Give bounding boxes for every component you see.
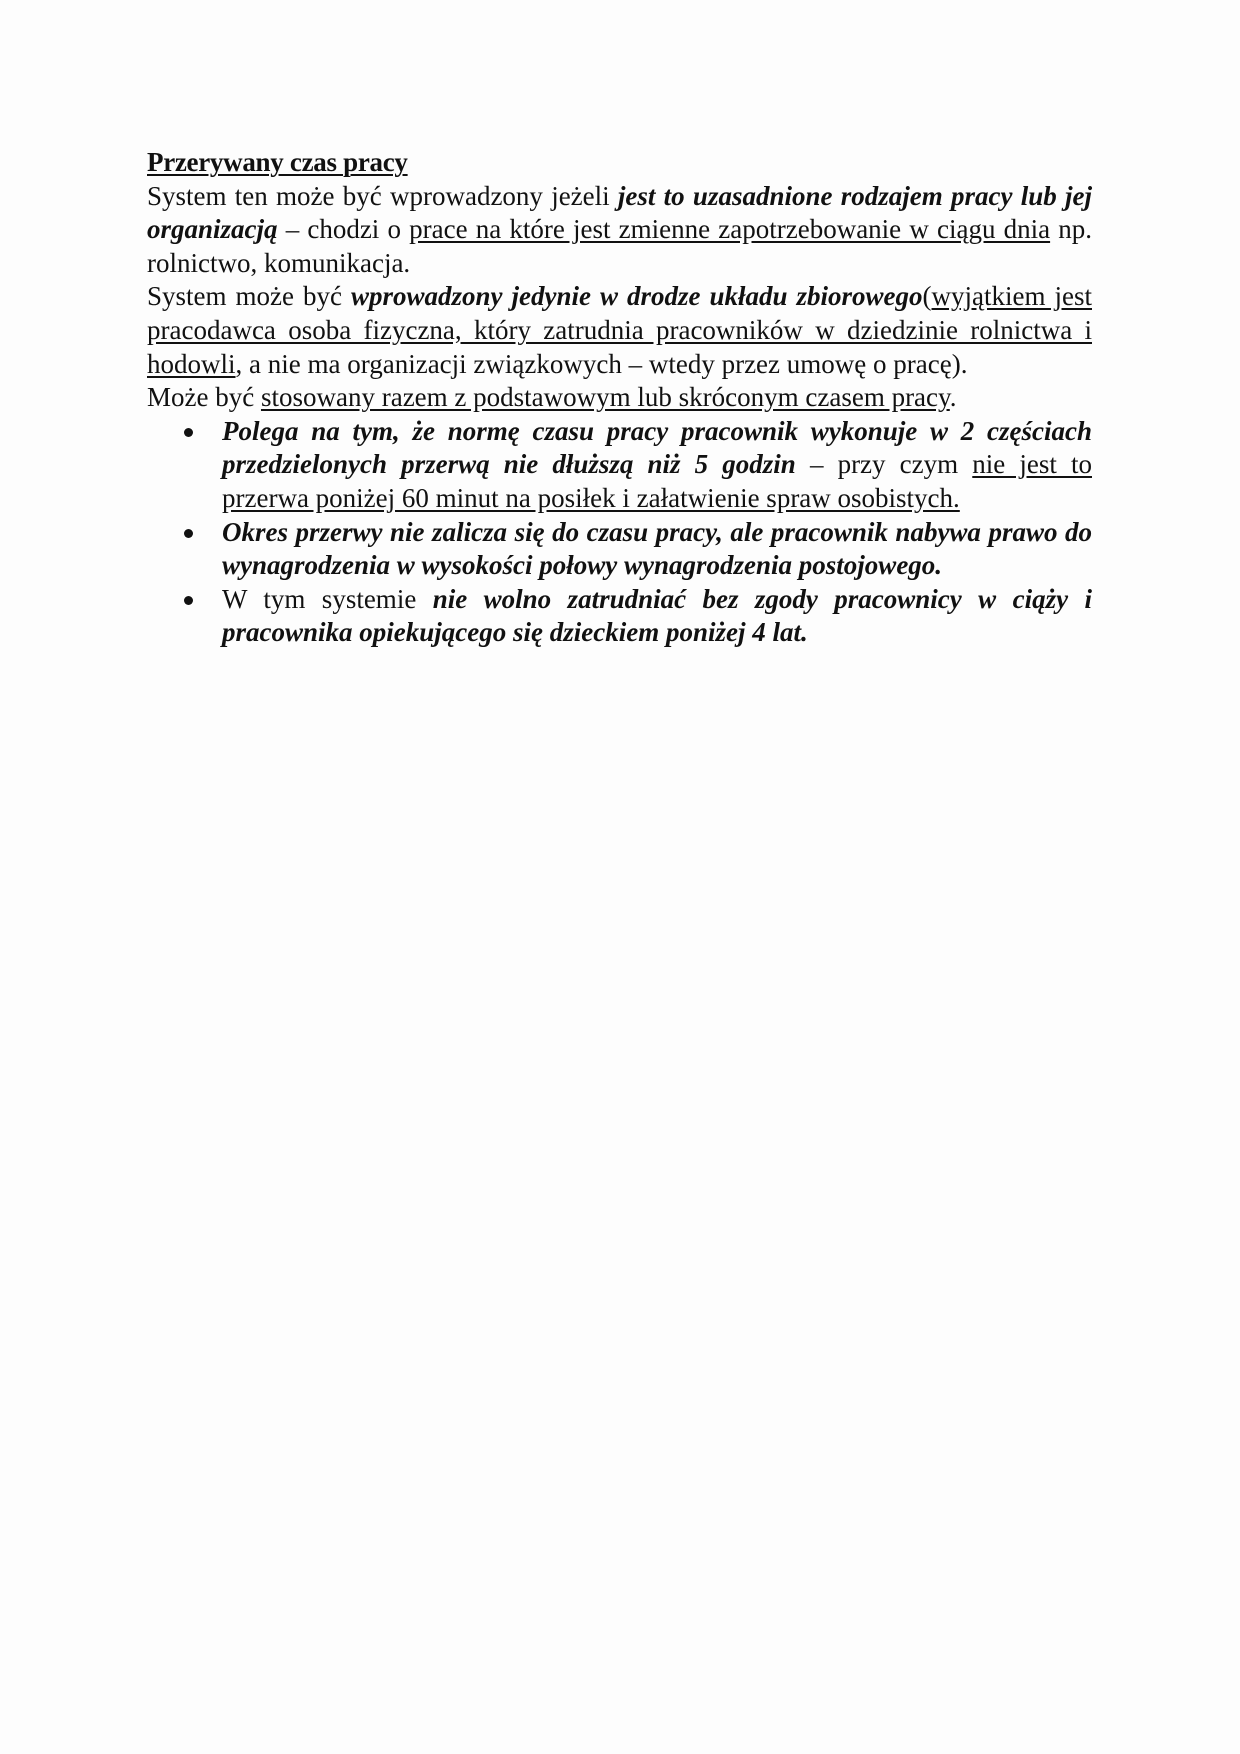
bullet-item-work-split <box>222 415 1092 516</box>
underlined-run: stosowany razem z podstawowym lub skróconym czasem pracy <box>260 382 950 413</box>
bullet-item-restrictions <box>222 583 1092 650</box>
paragraph-introduction <box>147 180 1092 281</box>
text-run: System może być <box>147 281 351 312</box>
bullet-item-break-pay <box>222 516 1092 583</box>
emphasis-run: nie wolno zatrudniać bez zgody pracownicy w ciąży i pracownika opiekującego się dzieckiem poniżej 4 lat. <box>222 583 1092 648</box>
paragraph-combination <box>147 381 1092 415</box>
text-run: – chodzi o <box>277 214 410 245</box>
bullet-list <box>147 415 1092 650</box>
underlined-run: prace na które jest zmienne zapotrzebowanie w ciągu dnia <box>409 214 1051 245</box>
underlined-run: wyjątkiem jest pracodawca osoba fizyczna, który zatrudnia pracowników w dziedzinie rolnictwa i hodowli <box>147 281 1092 379</box>
emphasis-run: Okres przerwy nie zalicza się do czasu pracy, ale pracownik nabywa prawo do wynagrodzenia w wysokości połowy wynagrodzenia postojowego. <box>222 516 1092 581</box>
paragraph-collective-agreement <box>147 280 1092 381</box>
text-run: ( <box>922 281 932 312</box>
emphasis-run: Polega na tym, że normę czasu pracy pracownik wykonuje w 2 częściach przedzielonych przerwą nie dłuższą niż 5 godzin <box>222 415 1092 480</box>
text-run: , a nie ma organizacji związkowych – wtedy przez umowę o pracę). <box>235 348 968 379</box>
text-run: . <box>949 382 957 413</box>
text-run: W tym systemie <box>222 583 433 614</box>
emphasis-run: jest to uzasadnione rodzajem pracy lub jej organizacją <box>147 180 1092 245</box>
text-run: System ten może być wprowadzony jeżeli <box>147 180 618 211</box>
document-title: Przerywany czas pracy <box>147 147 408 177</box>
document-page <box>147 146 1092 650</box>
underlined-run: nie jest to przerwa poniżej 60 minut na posiłek i załatwienie spraw osobistych. <box>222 449 1092 513</box>
text-run: Może być <box>147 382 261 413</box>
text-run: np. rolnictwo, komunikacja. <box>147 214 1092 278</box>
emphasis-run: wprowadzony jedynie w drodze układu zbiorowego <box>350 281 923 312</box>
text-run: – przy czym <box>795 449 973 480</box>
